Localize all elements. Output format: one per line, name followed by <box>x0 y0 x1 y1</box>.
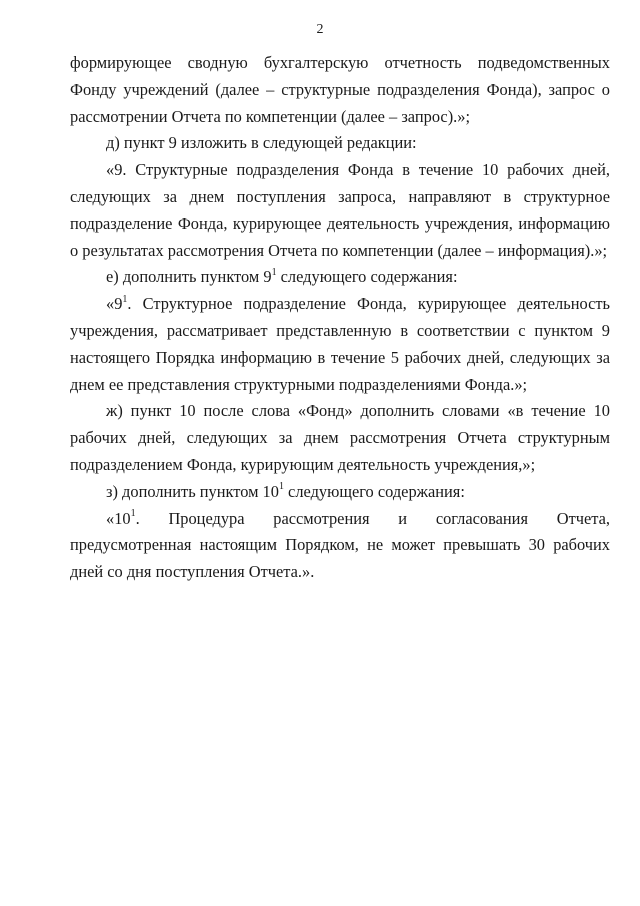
paragraph-item-d <box>70 130 610 157</box>
paragraph-item-e <box>70 264 610 291</box>
document-body <box>70 50 610 586</box>
paragraph-text-before: «10 <box>106 508 131 528</box>
paragraph-text-after: . Структурное подразделение Фонда, курирующее деятельность учреждения, рассматривает представленную в соответствии с пунктом 9 настоящего Порядка информацию в течение 5 рабочих дней, следующих за днем ее представления структурными подразделениями Фонда.»; <box>70 294 610 394</box>
paragraph-point-9 <box>70 157 610 264</box>
paragraph-point-9-1 <box>70 291 610 398</box>
page-number: 2 <box>316 22 324 37</box>
paragraph-text-after: следующего содержания: <box>283 481 465 501</box>
paragraph-text-before: з) дополнить пунктом 10 <box>106 481 279 501</box>
paragraph-text-before: «9 <box>106 294 123 314</box>
paragraph-text: ж) пункт 10 после слова «Фонд» дополнить словами «в течение 10 рабочих дней, следующих за днем рассмотрения Отчета структурным подразделением Фонда, курирующим деятельность учреждения,»; <box>70 401 610 474</box>
superscript-index: 1 <box>130 508 136 520</box>
paragraph-text-after: . Процедура рассмотрения и согласования Отчета, предусмотренная настоящим Порядком, не может превышать 30 рабочих дней со дня поступления Отчета.». <box>70 508 610 582</box>
superscript-index: 1 <box>278 481 284 493</box>
paragraph-text: д) пункт 9 изложить в следующей редакции: <box>106 133 417 153</box>
superscript-index: 1 <box>122 293 128 305</box>
superscript-index: 1 <box>271 266 277 278</box>
paragraph-text-after: следующего содержания: <box>276 267 458 287</box>
paragraph-point-10-1 <box>70 506 610 586</box>
paragraph-text: «9. Структурные подразделения Фонда в течение 10 рабочих дней, следующих за днем поступления запроса, направляют в структурное подразделение Фонда, курирующее деятельность учреждения, информацию о результатах рассмотрения Отчета по компетенции (далее – информация).»; <box>70 160 610 260</box>
paragraph-item-zh <box>70 398 610 478</box>
paragraph-item-z <box>70 479 610 506</box>
paragraph-text: формирующее сводную бухгалтерскую отчетность подведомственных Фонду учреждений (далее – структурные подразделения Фонда), запрос о рассмотрении Отчета по компетенции (далее – запрос).»; <box>70 53 610 126</box>
paragraph-text-before: е) дополнить пунктом 9 <box>106 267 272 287</box>
paragraph-continuation <box>70 50 610 130</box>
